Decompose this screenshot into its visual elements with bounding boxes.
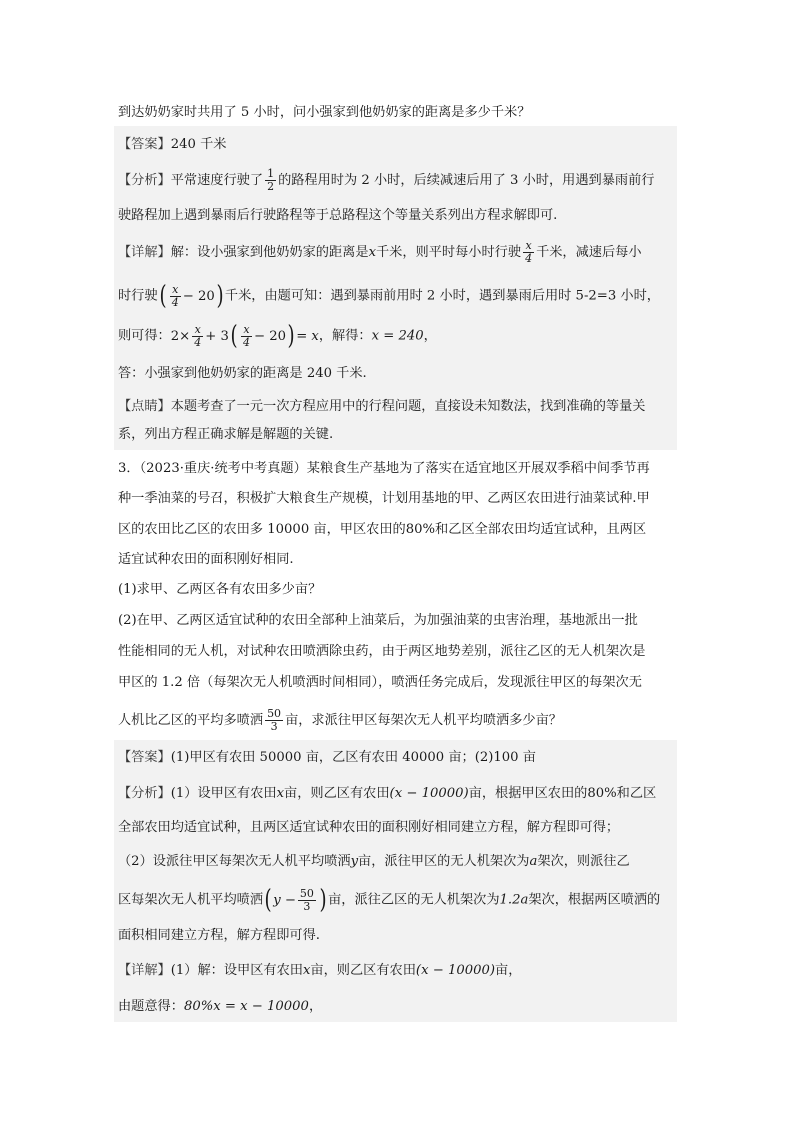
detail-text: 则可得：	[118, 328, 171, 344]
q3-line2: 种一季油菜的号召，积极扩大粮食生产规模，计划用基地的甲、乙两区农田进行油菜试种.甲	[118, 491, 650, 506]
detail-text: ，	[308, 999, 323, 1014]
answer-text: (1)甲区有农田 50000 亩，乙区有农田 40000 亩；(2)100 亩	[170, 750, 536, 765]
fraction	[192, 324, 203, 349]
question-text: 人机比乙区的平均多喷洒	[118, 713, 264, 728]
fraction-denominator: 4	[243, 335, 250, 349]
detail-text: 千米，减速后每小	[536, 245, 642, 260]
expression: (x − 10000)	[415, 963, 496, 978]
fraction-denominator: 3	[303, 899, 311, 913]
q3-sub2-line2: 性能相同的无人机，对试种农田喷洒除虫药，由于两区地势差别，派往乙区的无人机架次是	[118, 644, 646, 659]
detail-text: 由题意得：	[118, 999, 184, 1014]
q2-comment-line1	[118, 397, 678, 417]
detail-text: ，	[423, 328, 437, 344]
analysis-text: 亩，则乙区有农田	[284, 786, 390, 801]
analysis-text: 亩，派往乙区的无人机架次为	[328, 892, 500, 908]
q3-analysis-line1	[118, 784, 678, 804]
fraction-numerator: x	[523, 240, 534, 253]
analysis-text: 架次，根据两区喷洒的	[528, 892, 661, 908]
q3-analysis-line3	[118, 852, 678, 872]
q3-sub2-line4	[118, 708, 678, 733]
answer-tag: 【答案】	[118, 750, 171, 765]
q3-sub2-line1: (2)在甲、乙两区适宜试种的农田全部种上油菜后，为加强油菜的虫害治理，基地派出一批	[118, 613, 638, 628]
left-paren: (	[264, 885, 272, 915]
left-paren: (	[159, 281, 167, 311]
variable: x	[276, 786, 285, 801]
paren-expression	[168, 284, 215, 309]
variable: 1.2a	[499, 892, 529, 908]
right-paren: )	[319, 885, 327, 915]
fraction	[298, 888, 316, 913]
analysis-text: 平常速度行驶了	[170, 173, 264, 188]
comment-tag: 【点睛】	[118, 399, 171, 414]
q2-detail-line2	[118, 282, 678, 310]
expression-rest: − 20	[182, 288, 215, 304]
detail-text: 亩，则乙区有农田	[310, 963, 416, 978]
fraction-denominator: 3	[270, 720, 278, 733]
q3-analysis-line5: 面积相同建立方程，解方程即可得.	[118, 928, 321, 943]
equation: 80%x = x − 10000	[183, 999, 309, 1014]
fraction	[170, 284, 181, 309]
fraction-numerator: 50	[267, 707, 282, 720]
fraction-numerator: x	[241, 324, 252, 337]
analysis-text: (1）设甲区有农田	[170, 786, 277, 801]
fraction-numerator: 50	[299, 886, 314, 900]
expression: (x − 10000)	[389, 786, 469, 801]
expression-part: y −	[273, 892, 296, 908]
detail-text: 千米，则平时每小时行驶	[376, 245, 522, 260]
q3-analysis-line4	[118, 886, 678, 914]
variable: a	[529, 854, 538, 869]
answer-text: 240 千米	[170, 137, 227, 152]
equation-part: 2×	[170, 328, 191, 344]
analysis-tag: 【分析】	[118, 786, 171, 801]
detail-text: (1）解：设甲区有农田	[170, 963, 303, 978]
answer-tag: 【答案】	[118, 137, 171, 152]
detail-tag: 【详解】	[118, 963, 171, 978]
detail-tag: 【详解】	[118, 245, 171, 260]
analysis-text: 亩，根据甲区农田的80%和乙区	[468, 786, 657, 801]
fraction-denominator: 4	[525, 252, 533, 265]
right-paren: )	[216, 281, 224, 311]
analysis-tag: 【分析】	[118, 173, 171, 188]
left-paren: (	[230, 321, 238, 351]
variable: x	[368, 245, 376, 260]
analysis-text: 的路程用时为 2 小时，后续减速后用了 3 小时，用遇到暴雨前行	[278, 173, 655, 188]
q3-line1: 3．（2023·重庆·统考中考真题）某粮食生产基地为了落实在适宜地区开展双季稻中间季节再	[118, 461, 650, 476]
q3-line3: 区的农田比乙区的农田多 10000 亩，甲区农田的80%和乙区全部农田均适宜试种，且两区	[118, 522, 647, 537]
fraction	[523, 240, 534, 265]
fraction-numerator: 1	[267, 167, 275, 180]
variable: y	[350, 854, 359, 869]
q3-line4: 适宜试种农田的面积刚好相同.	[118, 552, 294, 567]
q3-detail-line2	[118, 997, 678, 1017]
fraction	[265, 168, 276, 193]
right-paren: )	[287, 321, 295, 351]
q2-detail-line3	[118, 322, 678, 350]
analysis-text: 区每架次无人机平均喷洒	[118, 892, 264, 908]
q3-sub2-line3: 甲区的 1.2 倍（每架次无人机喷洒时间相同），喷洒任务完成后，发现派往甲区的每架次无	[118, 675, 642, 690]
detail-text: 亩，	[495, 963, 522, 978]
variable: x	[302, 963, 311, 978]
q3-analysis-line2: 全部农田均适宜试种，且两区适宜试种农田的面积刚好相同建立方程，解方程即可得；	[118, 820, 620, 835]
fraction-numerator: x	[192, 324, 203, 337]
analysis-text: 架次，则派往乙	[537, 854, 630, 869]
q2-analysis-line2: 驶路程加上遇到暴雨后行驶路程等于总路程这个等量关系列出方程求解即可.	[118, 208, 558, 223]
q2-comment-line2: 系，列出方程正确求解是解题的关键.	[118, 427, 334, 442]
q3-detail-line1	[118, 961, 678, 981]
detail-text: 时行驶	[118, 288, 158, 304]
q2-detail-line1	[118, 240, 678, 265]
detail-text: 千米，由题可知：遇到暴雨前用时 2 小时，遇到暴雨后用时 5-2=3 小时，	[224, 288, 660, 304]
fraction	[265, 708, 283, 733]
q2-answer	[118, 135, 678, 155]
q2-conclusion: 答：小强家到他奶奶家的距离是 240 千米.	[118, 366, 367, 381]
question-text: 亩，求派往甲区每架次无人机平均喷洒多少亩？	[285, 713, 562, 728]
equation-part: + 3	[205, 328, 229, 344]
fraction-numerator: x	[170, 284, 181, 297]
detail-text: ，解得：	[318, 328, 372, 344]
analysis-text: 亩，派往甲区的无人机架次为	[358, 854, 530, 869]
equation	[170, 321, 319, 351]
equation-part: = x	[296, 328, 319, 344]
paren-expression	[239, 324, 286, 349]
q3-answer	[118, 748, 678, 768]
expression-rest: − 20	[254, 328, 287, 344]
paren-expression	[273, 888, 318, 913]
intro-line: 到达奶奶家时共用了 5 小时，问小强家到他奶奶家的距离是多少千米？	[118, 105, 531, 120]
analysis-text: （2）设派往甲区每架次无人机平均喷洒	[118, 854, 351, 869]
q3-sub1: (1)求甲、乙两区各有农田多少亩？	[118, 582, 322, 597]
q2-analysis-line1	[118, 168, 678, 193]
detail-text: 解：设小强家到他奶奶家的距离是	[170, 245, 369, 260]
fraction-denominator: 2	[267, 180, 275, 193]
fraction	[241, 324, 252, 349]
fraction-denominator: 4	[194, 335, 202, 349]
fraction-denominator: 4	[171, 295, 179, 309]
comment-text: 本题考查了一元一次方程应用中的行程问题，直接设未知数法，找到准确的等量关	[170, 399, 646, 414]
solution: x = 240	[371, 328, 424, 344]
